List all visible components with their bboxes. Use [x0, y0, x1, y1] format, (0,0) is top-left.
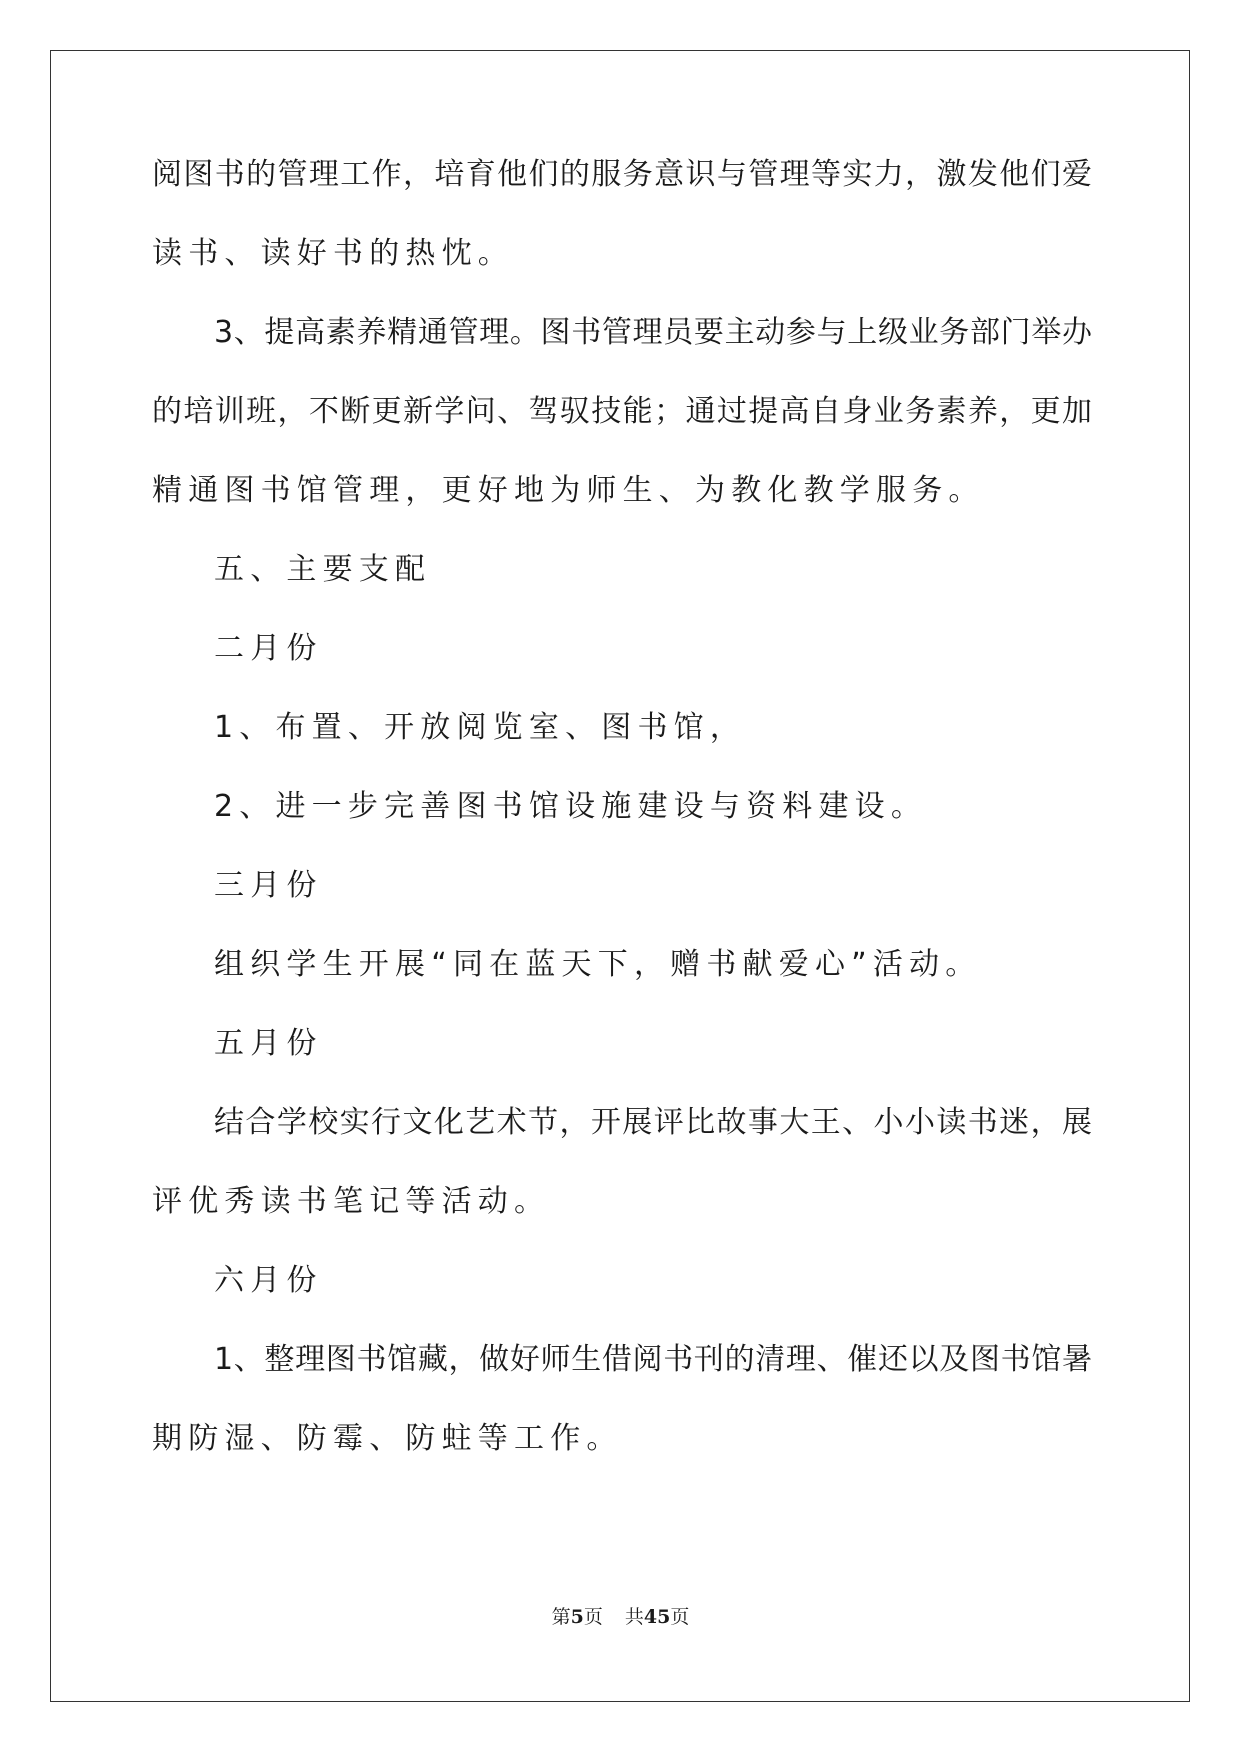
paragraph-line: 期防湿、防霉、防蛀等工作。 [152, 1421, 623, 1456]
paragraph-line: 1、布置、开放阅览室、图书馆， [214, 710, 747, 745]
current-page-number: 5 [570, 1606, 584, 1628]
footer-page-suffix: 页 [583, 1606, 603, 1628]
paragraph-line: 阅图书的管理工作，培育他们的服务意识与管理等实力，激发他们爱 [152, 157, 1092, 192]
footer-total-suffix: 页 [670, 1606, 690, 1628]
paragraph-line: 精通图书馆管理，更好地为师生、为教化教学服务。 [152, 473, 985, 508]
month-heading: 二月份 [214, 631, 323, 666]
paragraph-line: 1、整理图书馆藏，做好师生借阅书刊的清理、催还以及图书馆暑 [214, 1342, 1092, 1377]
total-pages-number: 45 [643, 1606, 671, 1628]
document-body [152, 157, 1092, 1503]
paragraph-line: 组织学生开展“同在蓝天下，赠书献爱心”活动。 [214, 947, 982, 982]
paragraph-line: 读书、读好书的热忱。 [152, 236, 514, 271]
footer-prefix: 第 [551, 1606, 571, 1628]
paragraph-line: 3、提高素养精通管理。图书管理员要主动参与上级业务部门举办 [214, 315, 1092, 350]
paragraph-line: 结合学校实行文化艺术节，开展评比故事大王、小小读书迷，展 [214, 1105, 1092, 1140]
paragraph-line: 的培训班，不断更新学问、驾驭技能；通过提高自身业务素养，更加 [152, 394, 1092, 429]
page-footer [0, 1602, 1241, 1629]
paragraph-line: 评优秀读书笔记等活动。 [152, 1184, 551, 1219]
paragraph-line: 2、进一步完善图书馆设施建设与资料建设。 [214, 789, 928, 824]
footer-total-prefix: 共 [624, 1606, 644, 1628]
month-heading: 五月份 [214, 1026, 323, 1061]
month-heading: 六月份 [214, 1263, 323, 1298]
section-heading: 五、主要支配 [214, 552, 432, 587]
month-heading: 三月份 [214, 868, 323, 903]
